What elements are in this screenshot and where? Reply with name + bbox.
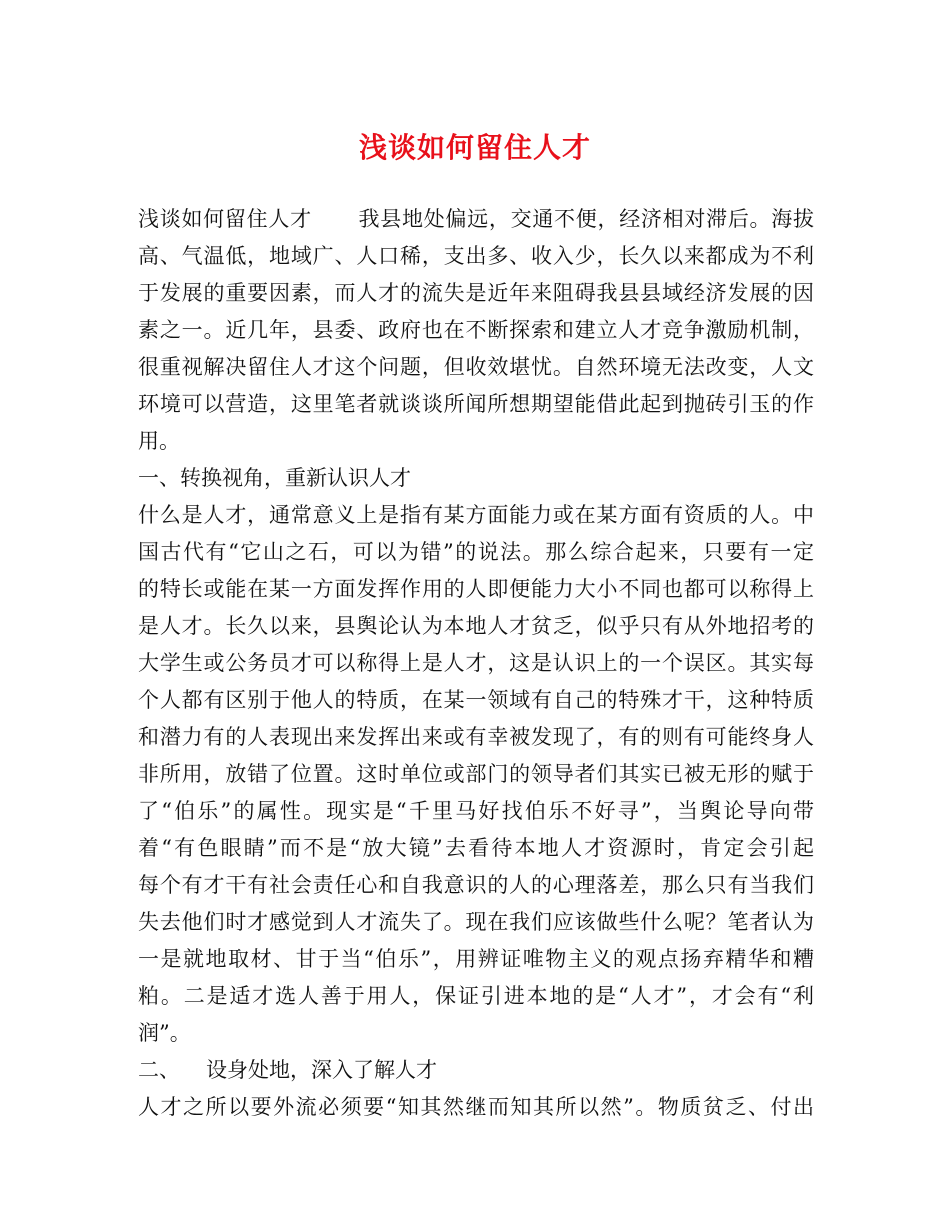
paragraph-line: 是人才。长久以来，县舆论认为本地人才贫乏，似乎只有从外地招考的 <box>138 614 814 638</box>
line-text: 我县地处偏远，交通不便，经济相对滞后。海拔 <box>357 207 814 231</box>
paragraph-line: 用。 <box>138 429 180 453</box>
intro-label: 浅谈如何留住人才 <box>138 207 312 231</box>
paragraph-line: 国古代有“它山之石，可以为错”的说法。那么综合起来，只要有一定 <box>138 540 814 564</box>
paragraph-line: 很重视解决留住人才这个问题，但收效堪忧。自然环境无法改变，人文 <box>138 355 814 379</box>
paragraph-line: 人才之所以要外流必须要“知其然继而知其所以然”。物质贫乏、付出 <box>138 1095 814 1119</box>
paragraph-line: 于发展的重要因素，而人才的流失是近年来阻碍我县县域经济发展的因 <box>138 281 814 305</box>
paragraph-line: 高、气温低，地域广、人口稀，支出多、收入少，长久以来都成为不利 <box>138 244 814 268</box>
paragraph-line: 环境可以营造，这里笔者就谈谈所闻所想期望能借此起到抛砖引玉的作 <box>138 392 814 416</box>
paragraph-line: 每个有才干有社会责任心和自我意识的人的心理落差，那么只有当我们 <box>138 873 814 897</box>
paragraph-line: 着“有色眼睛”而不是“放大镜”去看待本地人才资源时，肯定会引起 <box>138 836 814 860</box>
section-heading: 一、转换视角，重新认识人才 <box>138 466 411 490</box>
paragraph-line: 什么是人才，通常意义上是指有某方面能力或在某方面有资质的人。中 <box>138 503 814 527</box>
paragraph-line: 大学生或公务员才可以称得上是人才，这是认识上的一个误区。其实每 <box>138 651 814 675</box>
document-body <box>138 201 814 1126</box>
paragraph-line <box>138 201 814 238</box>
section-number: 二、 <box>138 1058 180 1082</box>
document-title: 浅谈如何留住人才 <box>358 131 591 164</box>
paragraph-line: 粕。二是适才选人善于用人，保证引进本地的是“人才”，才会有“利 <box>138 984 814 1008</box>
paragraph-line: 了“伯乐”的属性。现实是“千里马好找伯乐不好寻”，当舆论导向带 <box>138 799 814 823</box>
paragraph-line: 一是就地取材、甘于当“伯乐”，用辨证唯物主义的观点扬弃精华和糟 <box>138 947 814 971</box>
paragraph-line: 失去他们时才感觉到人才流失了。现在我们应该做些什么呢？笔者认为 <box>138 910 814 934</box>
section-heading <box>138 1052 814 1089</box>
paragraph-line: 非所用，放错了位置。这时单位或部门的领导者们其实已被无形的赋于 <box>138 762 814 786</box>
paragraph-line: 和潜力有的人表现出来发挥出来或有幸被发现了，有的则有可能终身人 <box>138 725 814 749</box>
paragraph-line: 个人都有区别于他人的特质，在某一领域有自己的特殊才干，这种特质 <box>138 688 814 712</box>
paragraph-line: 的特长或能在某一方面发挥作用的人即便能力大小不同也都可以称得上 <box>138 577 814 601</box>
paragraph-line: 素之一。近几年，县委、政府也在不断探索和建立人才竞争激励机制， <box>138 318 814 342</box>
section-heading-text: 设身处地，深入了解人才 <box>206 1058 437 1082</box>
paragraph-line: 润”。 <box>138 1021 191 1045</box>
